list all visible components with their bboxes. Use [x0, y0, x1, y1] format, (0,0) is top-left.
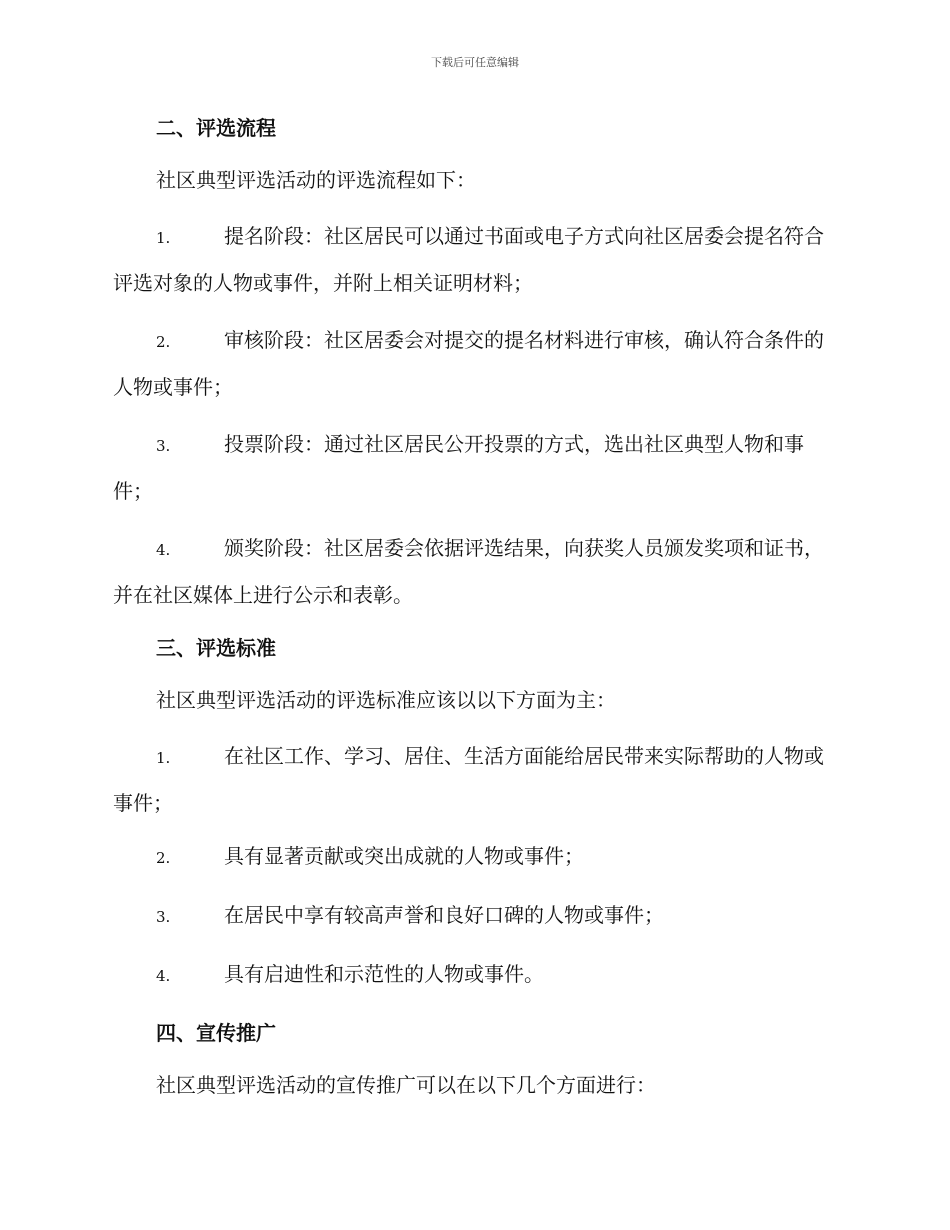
section-intro-process: 社区典型评选活动的评选流程如下：: [156, 168, 476, 192]
section-heading-criteria: 三、评选标准: [156, 636, 276, 660]
list-number: 1.: [156, 229, 171, 247]
list-item: [113, 422, 835, 514]
list-item: [113, 956, 835, 994]
section-heading-promotion: 四、宣传推广: [156, 1021, 276, 1045]
list-text: 投票阶段：通过社区居民公开投票的方式，选出社区典型人物和事件；: [113, 432, 804, 503]
list-number: 2.: [156, 333, 171, 351]
list-number: 4.: [156, 967, 171, 985]
list-number: 1.: [156, 749, 171, 767]
list-number: 4.: [156, 541, 171, 559]
list-text: 审核阶段：社区居委会对提交的提名材料进行审核，确认符合条件的人物或事件；: [113, 328, 824, 399]
section-intro-promotion: 社区典型评选活动的宣传推广可以在以下几个方面进行：: [156, 1073, 656, 1097]
page-header: 下载后可任意编辑: [431, 56, 519, 69]
list-item: [113, 838, 835, 876]
list-item: [113, 734, 835, 826]
list-item: [113, 318, 835, 410]
list-number: 3.: [156, 908, 171, 926]
list-text: 在社区工作、学习、居住、生活方面能给居民带来实际帮助的人物或事件；: [113, 744, 824, 815]
list-number: 3.: [156, 437, 171, 455]
section-heading-process: 二、评选流程: [156, 116, 276, 140]
list-text: 颁奖阶段：社区居委会依据评选结果，向获奖人员颁发奖项和证书，并在社区媒体上进行公示和表彰。: [113, 536, 824, 607]
list-text: 具有启迪性和示范性的人物或事件。: [224, 962, 544, 986]
list-item: [113, 526, 835, 618]
list-text: 在居民中享有较高声誉和良好口碑的人物或事件；: [224, 903, 664, 927]
list-item: [113, 897, 835, 935]
list-text: 提名阶段：社区居民可以通过书面或电子方式向社区居委会提名符合评选对象的人物或事件，并附上相关证明材料；: [113, 224, 824, 295]
list-item: [113, 214, 835, 306]
list-text: 具有显著贡献或突出成就的人物或事件；: [224, 844, 584, 868]
section-intro-criteria: 社区典型评选活动的评选标准应该以以下方面为主：: [156, 688, 616, 712]
list-number: 2.: [156, 849, 171, 867]
document-body: [113, 110, 835, 1119]
